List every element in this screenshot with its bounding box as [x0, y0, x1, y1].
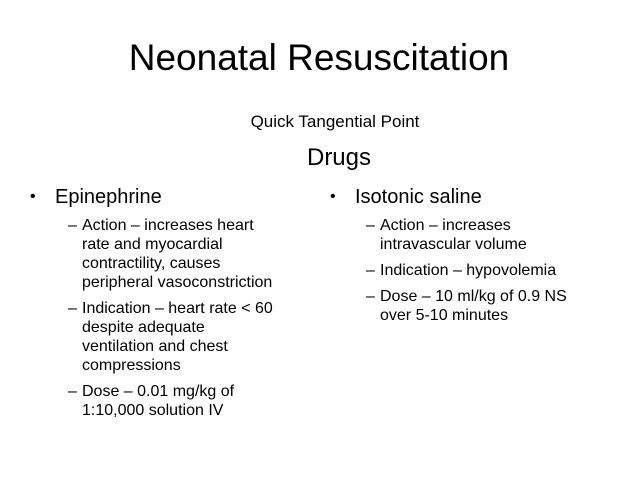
bullet-dot-icon: •: [30, 188, 36, 205]
dash-icon: –: [68, 383, 77, 400]
dash-icon: –: [366, 262, 375, 279]
list-item: [366, 261, 630, 280]
list-item: [366, 287, 630, 325]
epinephrine-column: [30, 184, 320, 427]
isotonic-saline-bullet: [330, 184, 630, 210]
list-item: [68, 299, 320, 375]
list-item-text: Action – increases intravascular volume: [380, 217, 527, 253]
slide-title: Neonatal Resuscitation: [128, 37, 510, 78]
dash-icon: –: [68, 300, 77, 317]
dash-icon: –: [68, 217, 77, 234]
list-item-text: Dose – 0.01 mg/kg of 1:10,000 solution IV: [82, 383, 235, 419]
bullet-heading: Epinephrine: [55, 186, 162, 208]
list-item-text: Action – increases heart rate and myocardial contractility, causes peripheral vasoconstriction: [82, 217, 273, 291]
list-item: [68, 216, 320, 292]
list-item-text: Dose – 10 ml/kg of 0.9 NS over 5-10 minutes: [380, 288, 567, 324]
bullet-heading: Isotonic saline: [355, 186, 482, 208]
list-item: [366, 216, 630, 254]
list-item-text: Indication – hypovolemia: [380, 262, 557, 279]
dash-icon: –: [366, 217, 375, 234]
dash-icon: –: [366, 288, 375, 305]
list-item: [68, 382, 320, 420]
isotonic-saline-column: [330, 184, 630, 332]
list-item-text: Indication – heart rate < 60 despite adequate ventilation and chest compressions: [82, 300, 273, 374]
isotonic-saline-sublist: [366, 216, 630, 325]
slide-subtitle: Quick Tangential Point: [250, 112, 420, 131]
bullet-dot-icon: •: [330, 188, 336, 205]
section-heading: Drugs: [306, 144, 372, 171]
epinephrine-sublist: [68, 216, 320, 420]
epinephrine-bullet: [30, 184, 320, 210]
